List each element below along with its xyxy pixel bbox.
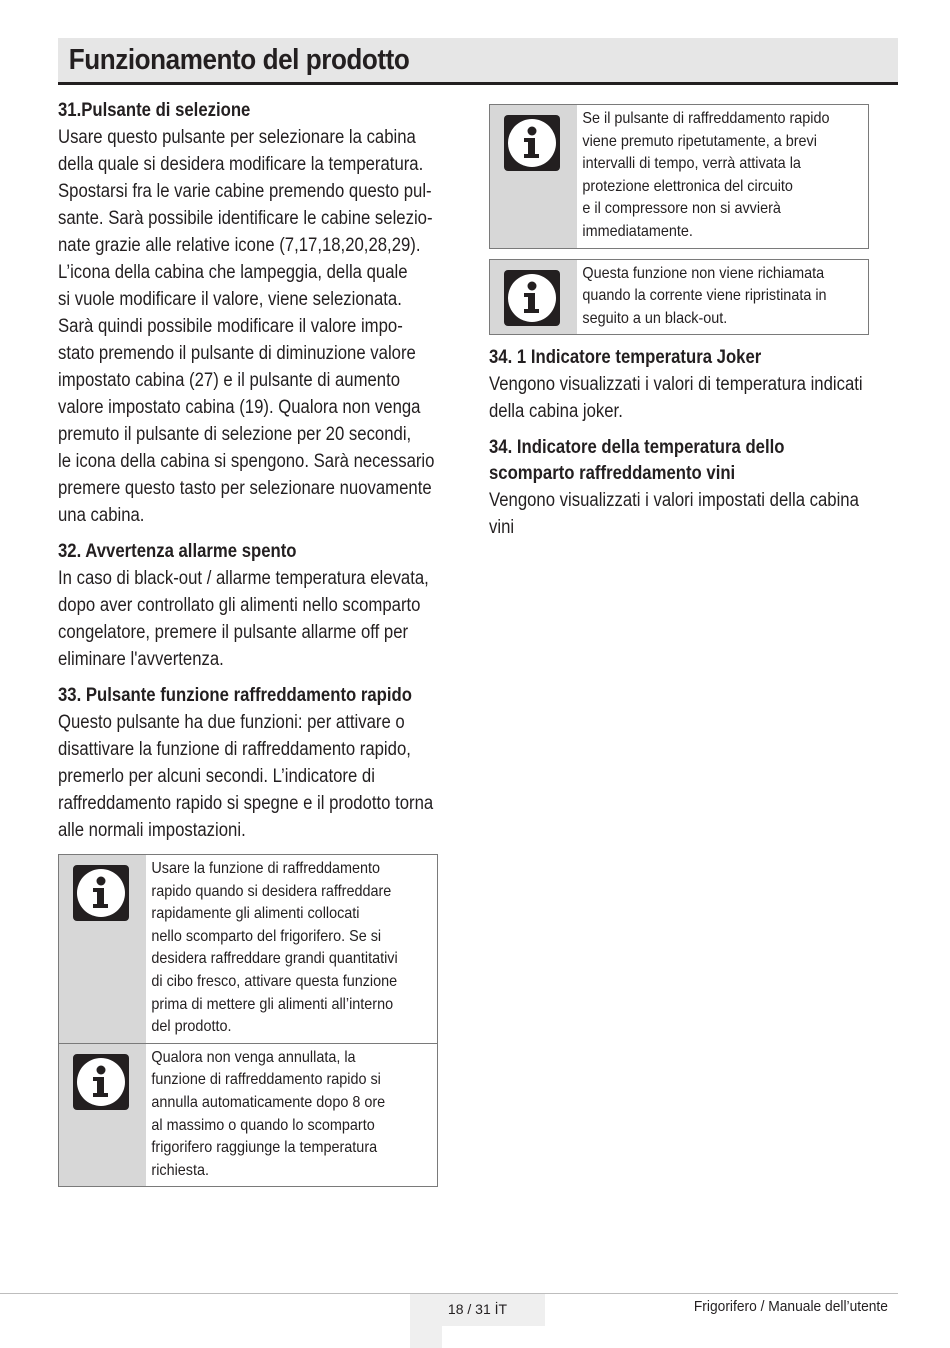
page-header: [58, 38, 898, 85]
info-note-text: Questa funzione non viene richiamata quando la corrente viene ripristinata in seguito a un black-out.: [582, 264, 827, 327]
info-note: [490, 105, 868, 248]
info-note: [490, 260, 868, 335]
page-tab-decoration: [410, 1326, 442, 1348]
info-note-text: Se il pulsante di raffreddamento rapido viene premuto ripetutamente, a brevi intervalli di tempo, verrà attivata la protezione elettronica del circuito e il compressore non si avvierà immediatamente.: [582, 110, 830, 240]
right-column: [489, 104, 899, 551]
section-33: [58, 683, 468, 844]
info-icon: [73, 1054, 129, 1110]
info-note-text: Usare la funzione di raffreddamento rapido quando si desidera raffreddare rapidamente gli alimenti collocati nello scomparto del frigorifero. Se si desidera raffreddare grandi quantitativi di cibo fresco, attivare questa funzione prima di mettere gli alimenti all’interno del prodotto.: [151, 860, 398, 1036]
section-heading: 32. Avvertenza allarme spento: [58, 541, 297, 562]
info-icon: [504, 270, 560, 326]
page-title: Funzionamento del prodotto: [68, 44, 410, 76]
section-body: Vengono visualizzati i valori impostati della cabina vini: [489, 490, 859, 539]
info-note-text: Qualora non venga annullata, la funzione di raffreddamento rapido si annulla automaticamente dopo 8 ore al massimo o quando lo scomparto frigorifero raggiunge la temperatura richiesta.: [151, 1048, 386, 1179]
info-icon: [73, 865, 129, 921]
section-body: Questo pulsante ha due funzioni: per attivare o disattivare la funzione di raffreddamento rapido, premerlo per alcuni secondi. L’indicatore di raffreddamento rapido si spegne e il prodotto torna alle normali impostazioni.: [58, 712, 434, 841]
footer-doc-title: Frigorifero / Manuale dell’utente: [693, 1298, 888, 1315]
info-note-box: [489, 104, 869, 249]
info-note: [59, 855, 437, 1043]
section-32: [58, 539, 468, 673]
section-heading: 34. Indicatore della temperatura dello scomparto raffreddamento vini: [489, 437, 785, 485]
info-icon: [504, 115, 560, 171]
section-34-1: [489, 345, 899, 425]
page-number: 18 / 31 İT: [410, 1294, 545, 1326]
info-note: [59, 1043, 437, 1187]
section-body: In caso di black-out / allarme temperatura elevata, dopo aver controllato gli alimenti nello scomparto congelatore, premere il pulsante allarme off per eliminare l'avvertenza.: [58, 568, 429, 670]
info-note-box: [58, 854, 438, 1187]
section-31: [58, 98, 468, 529]
section-heading: 33. Pulsante funzione raffreddamento rapido: [58, 685, 412, 706]
section-body: Usare questo pulsante per selezionare la cabina della quale si desidera modificare la temperatura. Spostarsi fra le varie cabine premendo questo pul- sante. Sarà possibile identificare le cabine selezio- nate grazie alle relative icone (7,17,18,20,28,29). L’icona della cabina che lampeggia, della quale si vuole modificare il valore, viene selezionata. Sarà quindi possibile modificare il valore impo- stato premendo il pulsante di diminuzione valore impostato cabina (27) e il pulsante di aumento valore impostato cabina (19). Qualora non venga premuto il pulsante di selezione per 20 secondi, le icona della cabina si spengono. Sarà necessario premere questo tasto per selezionare nuovamente una cabina.: [58, 127, 435, 526]
section-heading: 31.Pulsante di selezione: [58, 100, 251, 121]
section-heading: 34. 1 Indicatore temperatura Joker: [489, 347, 762, 369]
section-34: [489, 435, 899, 541]
section-body: Vengono visualizzati i valori di temperatura indicati della cabina joker.: [489, 374, 863, 423]
left-column: [58, 98, 468, 1197]
info-note-box: [489, 259, 869, 336]
